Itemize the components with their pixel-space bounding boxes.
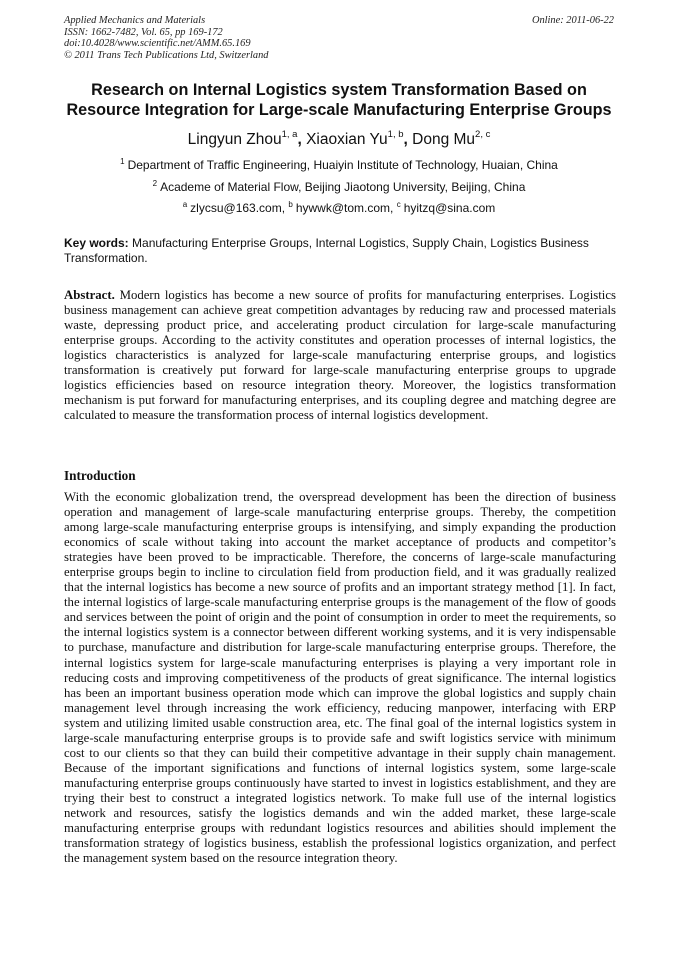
keywords-text: Manufacturing Enterprise Groups, Internal Logistics, Supply Chain, Logistics Business Transformation.: [64, 236, 589, 265]
section-heading-introduction: Introduction: [64, 468, 136, 483]
affiliation-mark: 1: [120, 157, 125, 166]
doi-line: doi:10.4028/www.scientific.net/AMM.65.169: [64, 38, 251, 50]
keywords-label: Key words:: [64, 236, 129, 250]
copyright-line: © 2011 Trans Tech Publications Ltd, Switzerland: [64, 49, 269, 61]
affiliation-mark: 2: [152, 179, 158, 188]
author-name: Dong Mu: [412, 131, 476, 148]
email-address: hywwk@tom.com,: [295, 201, 397, 215]
affiliation-text: Academe of Material Flow, Beijing Jiaotong University, Beijing, China: [160, 180, 526, 194]
abstract-label: Abstract.: [64, 288, 115, 302]
email-address: zlycsu@163.com,: [190, 201, 289, 215]
keywords-block: [64, 236, 616, 266]
affiliation-2: [0, 179, 678, 197]
issn-line: ISSN: 1662-7482, Vol. 65, pp 169-172: [64, 26, 223, 38]
abstract-block: [64, 288, 616, 423]
abstract-text: Modern logistics has become a new source of profits for manufacturing enterprises. Logistics business management can achieve great competition advantages by reducing raw and processed materials waste, depressing product price, and accelerating product circulation for large-scale manufacturing enterprise groups. According to the activity constitutes and operation processes of internal logistics, the logistics characteristics is analyzed for large-scale manufacturing enterprise groups, and logistics transformation is creatively put forward for large-scale manufacturing enterprise groups to upgrade logistics efficiencies based on resource integration theory. Moreover, the logistics transformation mechanism is put forward for manufacturing enterprises, and its coupling degree and matching degree are calculated to measure the transformation process of internal logistics development.: [64, 288, 616, 423]
author-name: Lingyun Zhou: [187, 131, 282, 148]
author-affil-mark: 2, c: [475, 129, 491, 140]
title-line-2: Resource Integration for Large-scale Manufacturing Enterprise Groups: [66, 101, 612, 119]
email-mark: c: [396, 200, 401, 209]
email-address: hyitzq@sina.com: [403, 201, 496, 215]
online-date: Online: 2011-06-22: [531, 15, 614, 26]
author-name: Xiaoxian Yu: [306, 131, 388, 148]
journal-header: [64, 15, 614, 61]
title-line-1: Research on Internal Logistics system Transformation Based on: [91, 81, 587, 99]
journal-name: Applied Mechanics and Materials: [64, 15, 206, 26]
author-affil-mark: 1, b: [387, 129, 404, 140]
introduction-paragraph: With the economic globalization trend, the overspread development has been the direction of business operation and management of large-scale manufacturing enterprise groups. Thereby, the competition among large-scale manufacturing enterprise groups is intensifying, and simply expanding the production economics of scale without taking into account the market acceptance of products and competitor’s strategies have been proved to be impracticable. Therefore, the concerns of large-scale manufacturing enterprise groups begin to incline to circulation field from production field, and it was gradually realized that the internal logistics has become a new source of profits and an important strategy method [1]. In fact, the internal logistics of large-scale manufacturing enterprise groups is the management of the flow of goods and services between the point of origin and the point of consumption in order to meet the requirements, so the internal logistics system is a connector between different working systems, and it is very indispensable to purchase, manufacture and distribution for large-scale manufacturing enterprise groups. Therefore, the internal logistics system for large-scale manufacturing enterprises is playing a very important role in reducing costs and improving competitiveness of the products of great significance. The internal logistics has been an important business operation mode which can improve the global logistics and supply chain management level through increasing the work efficiency, reducing manpower, interfacing with ERP system and utilizing limited usable construction area, etc. The final goal of the internal logistics system in large-scale manufacturing enterprise groups is to provide safe and swift logistics service with minimum cost to our clients so that they can build their competitive advantage in their supply chain management. Because of the important significations and functions of internal logistics system, some large-scale manufacturing enterprise groups continuously have started to invest in logistics establishment, and they are trying their best to construct a integrated logistics network. To make full use of the internal logistics network and resources, satisfy the logistics demands and win the added market, these large-scale manufacturing enterprise groups with redundant logistics resources and abilities should implement the transformation strategy of logistics business, establish the professional logistics organization, and perfect the management system based on the resource integration theory.: [64, 490, 616, 866]
paper-title: [40, 80, 638, 120]
author-emails: [0, 200, 678, 218]
author-affil-mark: 1, a: [281, 129, 298, 140]
email-mark: b: [288, 200, 293, 209]
affiliation-1: [0, 157, 678, 175]
email-mark: a: [182, 200, 188, 209]
author-list: Lingyun Zhou$^{1, a}$, Xiaoxian Yu$^{1, b}$, Dong Mu$^{2, c}$: [187, 129, 491, 148]
affiliation-text: Department of Traffic Engineering, Huaiyin Institute of Technology, Huaian, China: [127, 158, 558, 172]
